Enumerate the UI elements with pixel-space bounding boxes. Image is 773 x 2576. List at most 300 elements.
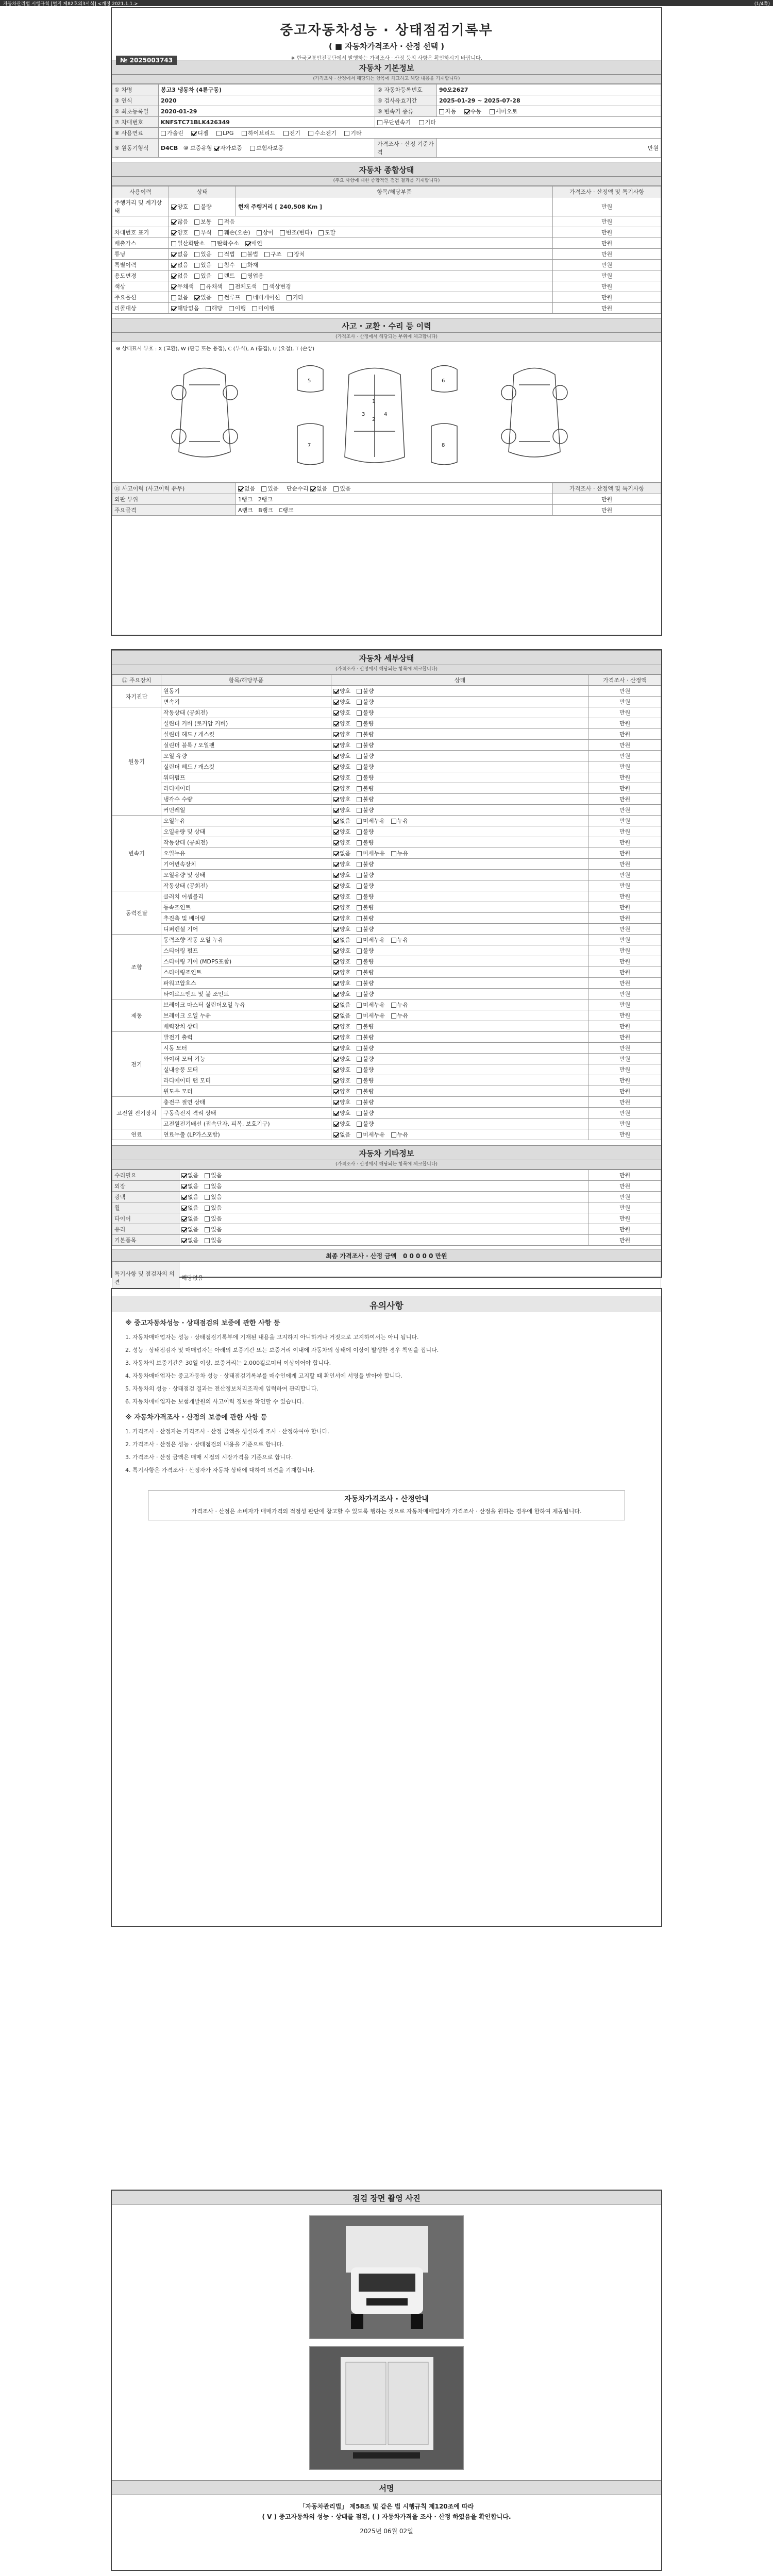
detail-item-label: 브레이크 오일 누유 (161, 1010, 331, 1021)
detail-item-state (331, 924, 589, 935)
detail-item-label: 오일유량 및 상태 (161, 826, 331, 837)
detail-row (112, 718, 661, 729)
detail-item-state (331, 794, 589, 805)
checkbox-icon (216, 131, 222, 136)
price-cell: 만원 (589, 1054, 661, 1064)
checkbox-icon (357, 851, 362, 856)
price-cell: 만원 (589, 1021, 661, 1032)
other-row (112, 1224, 661, 1235)
detail-item-label: 동력조향 작동 오일 누유 (161, 935, 331, 945)
detail-row (112, 1021, 661, 1032)
detail-item-state (331, 1043, 589, 1054)
detail-row (112, 1086, 661, 1097)
state-option: 불량 (357, 914, 374, 922)
state-option: 미세누유 (357, 936, 385, 944)
state-option: 양호 (333, 687, 350, 695)
price-unit: 만원 (437, 139, 661, 158)
checkbox-icon (318, 230, 324, 235)
checkbox-icon (161, 131, 166, 136)
price-cell: 만원 (589, 902, 661, 913)
checkbox-icon (194, 263, 199, 268)
summary-row-state: 없음 있음 적법 불법 구조 장치 (169, 249, 553, 260)
other-desc: (가격조사 · 산정에서 해당되는 항목에 체크합니다) (112, 1160, 661, 1170)
detail-item-state (331, 1064, 589, 1075)
detail-row (112, 1118, 661, 1129)
checked-checkbox-icon (333, 1057, 339, 1062)
checkbox-icon (357, 916, 362, 921)
checked-checkbox-icon (333, 916, 339, 921)
price-cell: 만원 (589, 989, 661, 999)
summary-row-name: 색상 (112, 281, 169, 292)
detail-item-state (331, 967, 589, 978)
state-option: 누유 (391, 1011, 408, 1020)
detail-item-label: 오일누유 (161, 816, 331, 826)
summary-row-name: 튜닝 (112, 249, 169, 260)
fuel-option-hydrogen: 수소전기 (308, 129, 337, 137)
checkbox-icon (391, 819, 396, 824)
checked-checkbox-icon (333, 754, 339, 759)
detail-row (112, 794, 661, 805)
price-cell: 만원 (553, 505, 661, 516)
checkbox-icon (357, 938, 362, 943)
price-cell: 만원 (553, 292, 661, 303)
fuel-options (159, 128, 661, 139)
detail-item-state (331, 816, 589, 826)
summary-row-name: 배출가스 (112, 238, 169, 249)
detail-item-state (331, 707, 589, 718)
detail-item-state (331, 761, 589, 772)
state-option: 없음 (181, 1204, 198, 1212)
fuel-option-electric: 전기 (283, 129, 300, 137)
state-option: 불량 (357, 773, 374, 782)
notice-item: 2. 성능 · 상태점검자 및 매매업자는 아래의 보증기간 또는 보증거리 이내에 자동차의 상태에 이상이 발생한 경우 책임을 집니다. (125, 1347, 439, 1353)
state-option: 없음 (181, 1171, 198, 1179)
checkbox-icon (357, 873, 362, 878)
checked-checkbox-icon (333, 938, 339, 943)
summary-row-name: 특별이력 (112, 260, 169, 270)
state-option: 불량 (357, 1098, 374, 1106)
checked-checkbox-icon (333, 819, 339, 824)
checked-checkbox-icon (333, 905, 339, 910)
other-row-label: 광택 (112, 1192, 179, 1202)
detail-item-label: 실린더 커버 (로커암 커버) (161, 718, 331, 729)
checked-checkbox-icon (181, 1216, 187, 1222)
outer-panel-ranks: 1랭크 2랭크 (236, 494, 553, 505)
outer-panel-label: 외판 부위 (112, 494, 236, 505)
summary-row-state: 양호 불량 (169, 197, 236, 216)
detail-row (112, 1032, 661, 1043)
detail-row (112, 935, 661, 945)
price-cell: 만원 (589, 783, 661, 794)
detail-item-state (331, 1086, 589, 1097)
state-option: 양호 (333, 914, 350, 922)
svg-text:7: 7 (308, 443, 311, 448)
checked-checkbox-icon (181, 1195, 187, 1200)
checkbox-icon (194, 219, 199, 225)
year-value: 2020 (159, 95, 375, 106)
detail-item-label: 연료누출 (LP가스포함) (161, 1129, 331, 1140)
trans-auto-option: 자동 (439, 107, 456, 115)
state-option: 불량 (357, 708, 374, 717)
price-cell: 만원 (553, 303, 661, 314)
checkbox-icon (357, 829, 362, 835)
checkbox-icon (218, 295, 223, 300)
other-row-label: 휠 (112, 1202, 179, 1213)
engine-row (159, 139, 375, 158)
detail-item-state (331, 978, 589, 989)
detail-item-state (331, 837, 589, 848)
state-option: 불량 (357, 1120, 374, 1128)
detail-item-state (331, 913, 589, 924)
detail-col-device: ⑫ 주요장치 (112, 675, 161, 686)
detail-item-state (331, 859, 589, 870)
first-reg-value: 2020-01-29 (159, 106, 375, 117)
state-option: 있음 (205, 1214, 222, 1223)
detail-row (112, 989, 661, 999)
checkbox-icon (357, 808, 362, 813)
device-group-label: 전기 (112, 1032, 161, 1097)
state-option: 미세누유 (357, 1001, 385, 1009)
state-option: 있음 (205, 1236, 222, 1244)
price-cell: 만원 (589, 740, 661, 751)
other-table (112, 1170, 661, 1246)
car-diagram-icon (112, 354, 661, 483)
checked-checkbox-icon (333, 873, 339, 878)
detail-row (112, 902, 661, 913)
price-cell: 만원 (589, 1170, 661, 1181)
detail-row (112, 913, 661, 924)
detail-row (112, 1064, 661, 1075)
notice-item: 4. 특기사항은 가격조사 · 산정자가 자동차 상태에 대하여 의견을 기재합니다. (125, 1467, 315, 1473)
checked-checkbox-icon (333, 884, 339, 889)
notice-item: 6. 자동차매매업자는 보험개발원의 사고이력 정보를 확인할 수 있습니다. (125, 1398, 304, 1405)
state-option: 불량 (357, 1022, 374, 1030)
checked-checkbox-icon (333, 765, 339, 770)
price-cell: 만원 (589, 697, 661, 707)
state-option: 양호 (333, 882, 350, 890)
state-option: 불량 (357, 1033, 374, 1041)
price-cell: 만원 (589, 924, 661, 935)
title-block (112, 8, 661, 64)
notice-section-2: ※ 자동차가격조사 · 산정의 보증에 관한 사항 등 (125, 1414, 267, 1421)
state-option: 불량 (357, 892, 374, 901)
basic-info-desc: (가격조사 · 산정에서 해당되는 항목에 체크하고 해당 내용을 기재합니다) (112, 75, 661, 84)
truck-rear-icon (310, 2347, 464, 2470)
price-guide-box (148, 1490, 625, 1520)
summary-row-name: 주요옵션 (112, 292, 169, 303)
checkbox-icon (357, 732, 362, 737)
state-option: 양호 (333, 708, 350, 717)
checked-checkbox-icon (171, 219, 176, 225)
checkbox-icon (283, 131, 289, 136)
checked-checkbox-icon (333, 970, 339, 975)
state-option: 있음 (205, 1182, 222, 1190)
detail-item-state (331, 956, 589, 967)
detail-row (112, 945, 661, 956)
checkbox-icon (205, 1227, 210, 1232)
state-option: 불량 (357, 838, 374, 846)
other-row-label: 외장 (112, 1181, 179, 1192)
detail-item-state (331, 1032, 589, 1043)
checkbox-icon (246, 295, 251, 300)
state-option: 없음 (181, 1193, 198, 1201)
valid-value: 2025-01-29 ~ 2025-07-28 (437, 95, 661, 106)
state-option: 불량 (357, 1076, 374, 1084)
checked-checkbox-icon (171, 205, 176, 210)
checked-checkbox-icon (333, 786, 339, 791)
summary-desc: (주요 사항에 대한 종합적인 점검 결과를 기재합니다) (112, 177, 661, 186)
detail-item-state (331, 999, 589, 1010)
checkbox-icon (357, 959, 362, 964)
accident-history-options: 없음 있음 단순수리 없음 있음 (236, 483, 553, 494)
checkbox-icon (250, 146, 255, 151)
checked-checkbox-icon (333, 840, 339, 845)
final-heading: 최종 가격조사 · 산정 금액 0 0 0 0 0 만원 (112, 1249, 661, 1262)
state-option: 불량 (357, 946, 374, 955)
state-option: 없음 (181, 1182, 198, 1190)
detail-item-label: 커먼레일 (161, 805, 331, 816)
detail-item-label: 변속기 (161, 697, 331, 707)
checkbox-icon (419, 120, 424, 125)
state-option: 양호 (333, 925, 350, 933)
trans-other-option: 기타 (419, 118, 436, 126)
engine-value: D4CB (161, 145, 178, 151)
vehicle-photo-front (309, 2215, 464, 2339)
year-label: ③ 연식 (112, 95, 159, 106)
checkbox-icon (205, 1206, 210, 1211)
checked-checkbox-icon (214, 146, 219, 151)
state-option: 양호 (333, 1109, 350, 1117)
checkbox-icon (357, 884, 362, 889)
checked-checkbox-icon (333, 700, 339, 705)
price-guide-title: 자동차가격조사 · 산정안내 (344, 1495, 429, 1503)
checkbox-icon (264, 252, 270, 257)
detail-item-label: 디퍼렌셜 기어 (161, 924, 331, 935)
other-row (112, 1181, 661, 1192)
other-row-label: 수리필요 (112, 1170, 179, 1181)
detail-item-state (331, 686, 589, 697)
summary-row-name: 주행거리 및 계기상태 (112, 197, 169, 216)
svg-text:6: 6 (442, 378, 445, 384)
detail-row (112, 751, 661, 761)
checkbox-icon (357, 1078, 362, 1083)
price-cell: 만원 (553, 197, 661, 216)
detail-item-label: 브레이크 마스터 실린더오일 누유 (161, 999, 331, 1010)
detail-row (112, 837, 661, 848)
state-option: 불량 (357, 1055, 374, 1063)
detail-item-label: 작동상태 (공회전) (161, 837, 331, 848)
detail-col-item: 항목/해당부품 (161, 675, 331, 686)
truck-front-icon (310, 2216, 464, 2339)
detail-item-state (331, 945, 589, 956)
checked-checkbox-icon (171, 252, 176, 257)
summary-row-state: 없음 있음 썬루프 네비게이션 기타 (169, 292, 553, 303)
checkbox-icon (377, 120, 382, 125)
notice-body (112, 1318, 661, 1475)
state-option: 양호 (333, 741, 350, 749)
price-label: 가격조사 · 산정 기준가격 (375, 139, 437, 158)
state-option: 양호 (333, 1065, 350, 1074)
frame-label: 주요골격 (112, 505, 236, 516)
detail-item-state (331, 1075, 589, 1086)
detail-row (112, 783, 661, 794)
checkbox-icon (357, 689, 362, 694)
state-option: 양호 (333, 892, 350, 901)
detail-item-label: 라디에이터 (161, 783, 331, 794)
detail-item-label: 오일누유 (161, 848, 331, 859)
checkbox-icon (357, 743, 362, 748)
detail-item-label: 타이로드엔드 및 볼 조인트 (161, 989, 331, 999)
state-option: 없음 (333, 1001, 350, 1009)
photos-area (112, 2205, 661, 2480)
checked-checkbox-icon (333, 894, 339, 900)
page-2 (111, 649, 662, 1285)
checkbox-icon (205, 1238, 210, 1243)
price-cell: 만원 (589, 935, 661, 945)
photos-heading: 점검 장면 촬영 사진 (112, 2191, 661, 2205)
fuel-option-other: 기타 (344, 129, 361, 137)
device-group-label: 제동 (112, 999, 161, 1032)
checkbox-icon (357, 819, 362, 824)
vin-label: ⑦ 차대번호 (112, 117, 159, 128)
checkbox-icon (261, 486, 266, 492)
checkbox-icon (280, 230, 285, 235)
page-subtitle: ( ■ 자동차가격조사 · 산정 선택 ) (328, 42, 445, 51)
checkbox-icon (391, 1132, 396, 1138)
other-row (112, 1235, 661, 1246)
checked-checkbox-icon (171, 284, 176, 290)
state-option: 불량 (357, 882, 374, 890)
checked-checkbox-icon (238, 486, 243, 492)
basic-info-heading: 자동차 기본정보 (112, 60, 661, 75)
accident-legend: ※ 상태표시 부호 : X (교환), W (판금 또는 용접), C (부식), A (흠집), U (요철), T (손상) (116, 346, 315, 352)
checkbox-icon (205, 1173, 210, 1178)
checkbox-icon (241, 263, 246, 268)
checkbox-icon (357, 970, 362, 975)
state-option: 누유 (391, 1130, 408, 1139)
other-heading: 자동차 기타정보 (112, 1145, 661, 1160)
detail-row (112, 978, 661, 989)
checkbox-icon (211, 241, 216, 246)
checked-checkbox-icon (171, 230, 176, 235)
state-option: 양호 (333, 946, 350, 955)
special-value: 해당없음 (179, 1262, 661, 1293)
detail-item-label: 윈도우 모터 (161, 1086, 331, 1097)
state-option: 누유 (391, 1001, 408, 1009)
page-3 (111, 1288, 662, 1927)
price-cell: 만원 (589, 1224, 661, 1235)
detail-item-label: 오일유량 및 상태 (161, 870, 331, 880)
basic-info-table (112, 84, 661, 158)
detail-row (112, 870, 661, 880)
checkbox-icon (205, 1216, 210, 1222)
summary-heading: 자동차 종합상태 (112, 162, 661, 177)
other-row-state (179, 1192, 589, 1202)
other-row-label: 유리 (112, 1224, 179, 1235)
price-cell: 만원 (589, 816, 661, 826)
device-group-label: 원동기 (112, 707, 161, 816)
detail-row (112, 859, 661, 870)
checkbox-icon (241, 252, 246, 257)
form-reference: 자동차관리법 시행규칙 [별지 제82호의3서식] <개정 2021.1.1.> (3, 1, 138, 7)
checkbox-icon (357, 700, 362, 705)
reg-no-label: ② 자동차등록번호 (375, 84, 437, 95)
detail-item-state (331, 891, 589, 902)
price-cell: 만원 (589, 870, 661, 880)
checked-checkbox-icon (333, 1100, 339, 1105)
state-option: 불량 (357, 741, 374, 749)
checked-checkbox-icon (333, 959, 339, 964)
detail-col-state: 상태 (331, 675, 589, 686)
checkbox-icon (308, 131, 313, 136)
reg-no-value: 90오2627 (437, 84, 661, 95)
price-cell: 만원 (589, 686, 661, 697)
summary-col-item: 항목/해당부품 (236, 187, 553, 197)
detail-item-state (331, 697, 589, 707)
checked-checkbox-icon (333, 743, 339, 748)
mileage-value: 현재 주행거리 [ 240,508 Km ] (236, 197, 553, 216)
state-option: 양호 (333, 806, 350, 814)
detail-row (112, 686, 661, 697)
accident-heading: 사고 · 교환 · 수리 등 이력 (112, 318, 661, 333)
detail-item-label: 기어변속장치 (161, 859, 331, 870)
state-option: 미세누유 (357, 1011, 385, 1020)
price-cell: 만원 (589, 891, 661, 902)
page-header-strip (0, 0, 773, 6)
state-option: 양호 (333, 838, 350, 846)
sign-date: 2025년 06월 02일 (360, 2528, 413, 2535)
checkbox-icon (357, 1067, 362, 1073)
warranty-label: ⑩ 보증유형 (183, 145, 212, 151)
detail-row (112, 729, 661, 740)
car-name-label: ① 차명 (112, 84, 159, 95)
price-cell: 만원 (589, 1192, 661, 1202)
svg-text:4: 4 (384, 412, 388, 417)
state-option: 불량 (357, 698, 374, 706)
checked-checkbox-icon (333, 1067, 339, 1073)
price-cell: 만원 (589, 761, 661, 772)
detail-item-state (331, 1129, 589, 1140)
state-option: 불량 (357, 687, 374, 695)
state-option: 불량 (357, 719, 374, 727)
detail-row (112, 1054, 661, 1064)
detail-item-label: 배력장치 상태 (161, 1021, 331, 1032)
state-option: 양호 (333, 871, 350, 879)
valid-label: ④ 검사유효기간 (375, 95, 437, 106)
state-option: 불량 (357, 871, 374, 879)
warranty-self-option: 자가보증 (214, 144, 242, 152)
detail-heading: 자동차 세부상태 (112, 650, 661, 665)
detail-item-label: 추진축 및 베어링 (161, 913, 331, 924)
checkbox-icon (206, 306, 211, 311)
price-cell: 만원 (589, 1235, 661, 1246)
detail-row (112, 1108, 661, 1118)
price-cell: 만원 (553, 216, 661, 227)
state-option: 양호 (333, 1098, 350, 1106)
state-option: 양호 (333, 1087, 350, 1095)
state-option: 양호 (333, 784, 350, 792)
detail-item-label: 스티어링 기어 (MDPS포함) (161, 956, 331, 967)
accident-table (112, 483, 661, 516)
checkbox-icon (218, 274, 223, 279)
device-group-label: 고전원 전기장치 (112, 1097, 161, 1129)
state-option: 양호 (333, 990, 350, 998)
accident-price-col: 가격조사 · 산정액 및 특기사항 (553, 483, 661, 494)
checkbox-icon (357, 775, 362, 781)
detail-item-state (331, 1108, 589, 1118)
svg-text:5: 5 (308, 378, 311, 384)
detail-row (112, 848, 661, 859)
